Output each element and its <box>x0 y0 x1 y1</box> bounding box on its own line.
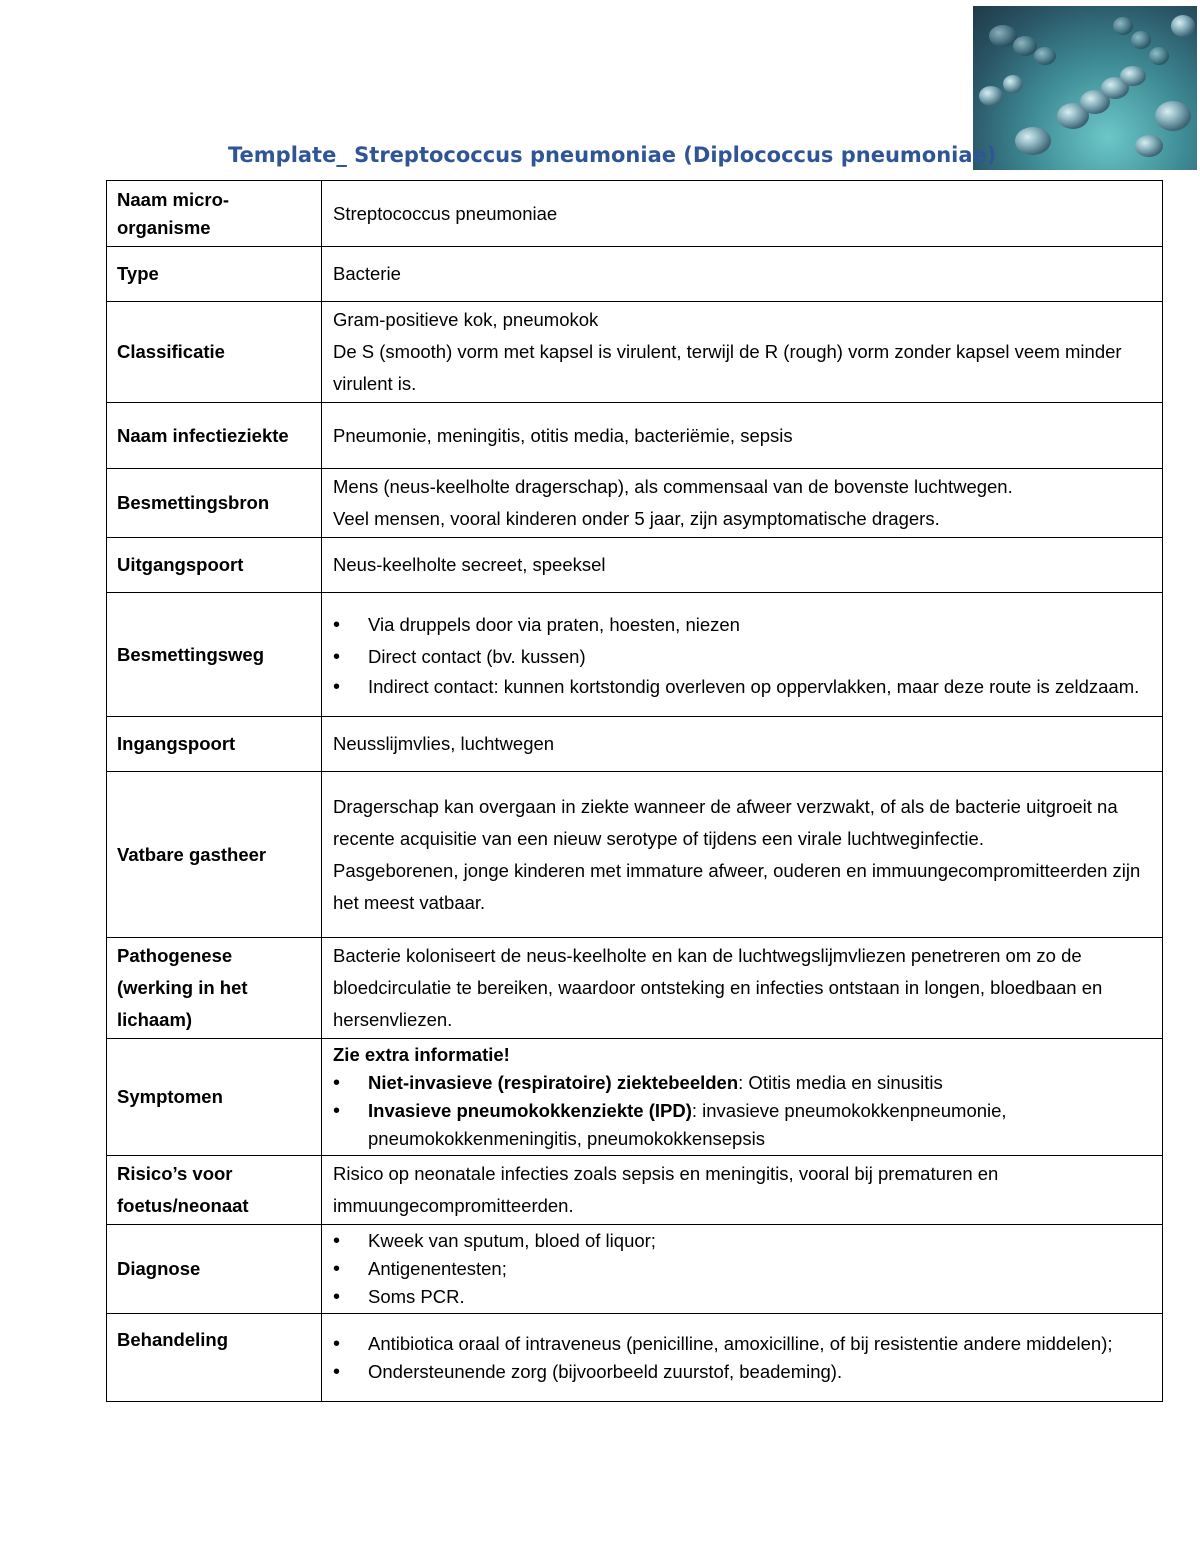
bacteria-illustration <box>973 6 1197 170</box>
list-item: • Kweek van sputum, bloed of liquor; <box>333 1227 1152 1255</box>
row-value: Neus-keelholte secreet, speeksel <box>322 538 1163 593</box>
row-value: Mens (neus-keelholte dragerschap), als commensaal van de bovenste luchtwegen. Veel mensen, vooral kinderen onder 5 jaar, zijn asymptomatische dragers. <box>322 469 1163 538</box>
table-row <box>107 403 1163 469</box>
list-item: • Antibiotica oraal of intraveneus (penicilline, amoxicilline, of bij resistentie andere middelen); <box>333 1330 1152 1358</box>
row-label: Classificatie <box>107 302 322 403</box>
table-row <box>107 593 1163 717</box>
list-item: • Indirect contact: kunnen kortstondig overleven op oppervlakken, maar deze route is zeldzaam. <box>333 673 1152 701</box>
table-row <box>107 1156 1163 1225</box>
bullet-list <box>333 609 1152 701</box>
list-item: • Niet-invasieve (respiratoire) ziektebeelden: Otitis media en sinusitis <box>333 1069 1152 1097</box>
row-value: Pneumonie, meningitis, otitis media, bacteriëmie, sepsis <box>322 403 1163 469</box>
row-label: Diagnose <box>107 1225 322 1314</box>
table-row <box>107 717 1163 772</box>
row-label: Symptomen <box>107 1039 322 1156</box>
list-item: • Ondersteunende zorg (bijvoorbeeld zuurstof, beademing). <box>333 1358 1152 1386</box>
row-value <box>322 1039 1163 1156</box>
row-value: Gram-positieve kok, pneumokok De S (smooth) vorm met kapsel is virulent, terwijl de R (rough) vorm zonder kapsel veem minder virulent is. <box>322 302 1163 403</box>
row-label: Besmettingsbron <box>107 469 322 538</box>
list-item: • Antigenentesten; <box>333 1255 1152 1283</box>
row-value: Bacterie <box>322 247 1163 302</box>
row-label: Naam micro-organisme <box>107 181 322 247</box>
bullet-list <box>333 1330 1152 1386</box>
row-label: Behandeling <box>107 1314 322 1402</box>
bullet-list <box>333 1227 1152 1311</box>
table-row <box>107 181 1163 247</box>
row-value: Neusslijmvlies, luchtwegen <box>322 717 1163 772</box>
symptoms-heading: Zie extra informatie! <box>333 1044 510 1065</box>
table-row <box>107 938 1163 1039</box>
row-value: Streptococcus pneumoniae <box>322 181 1163 247</box>
bullet-list <box>333 1069 1152 1153</box>
table-row <box>107 302 1163 403</box>
table-row <box>107 247 1163 302</box>
bacteria-image <box>973 6 1197 170</box>
row-label: Besmettingsweg <box>107 593 322 717</box>
list-item: • Direct contact (bv. kussen) <box>333 641 1152 673</box>
table-row <box>107 469 1163 538</box>
row-label: Ingangspoort <box>107 717 322 772</box>
row-value <box>322 1314 1163 1402</box>
row-label: Pathogenese (werking in het lichaam) <box>107 938 322 1039</box>
info-table <box>106 180 1163 1402</box>
list-item: • Soms PCR. <box>333 1283 1152 1311</box>
list-item: • Invasieve pneumokokkenziekte (IPD): invasieve pneumokokkenpneumonie, pneumokokkenmeningitis, pneumokokkensepsis <box>333 1097 1152 1153</box>
row-label: Risico’s voor foetus/neonaat <box>107 1156 322 1225</box>
row-label: Vatbare gastheer <box>107 772 322 938</box>
row-value <box>322 1225 1163 1314</box>
list-item: • Via druppels door via praten, hoesten, niezen <box>333 609 1152 641</box>
table-row <box>107 772 1163 938</box>
row-value: Dragerschap kan overgaan in ziekte wanneer de afweer verzwakt, of als de bacterie uitgroeit na recente acquisitie van een nieuw serotype of tijdens een virale luchtweginfectie. Pasgeborenen, jonge kinderen met immature afweer, ouderen en immuungecompromitteerden zijn het meest vatbaar. <box>322 772 1163 938</box>
page-title: Template_ Streptococcus pneumoniae (Diplococcus pneumoniae) <box>228 143 997 167</box>
table-row <box>107 1225 1163 1314</box>
row-label: Naam infectieziekte <box>107 403 322 469</box>
row-value <box>322 593 1163 717</box>
row-label: Uitgangspoort <box>107 538 322 593</box>
table-row <box>107 538 1163 593</box>
table-row <box>107 1314 1163 1402</box>
row-value: Bacterie koloniseert de neus-keelholte en kan de luchtwegslijmvliezen penetreren om zo de bloedcirculatie te bereiken, waardoor ontsteking en infecties ontstaan in longen, bloedbaan en hersenvliezen. <box>322 938 1163 1039</box>
table-row <box>107 1039 1163 1156</box>
row-value: Risico op neonatale infecties zoals sepsis en meningitis, vooral bij prematuren en immuungecompromitteerden. <box>322 1156 1163 1225</box>
row-label: Type <box>107 247 322 302</box>
